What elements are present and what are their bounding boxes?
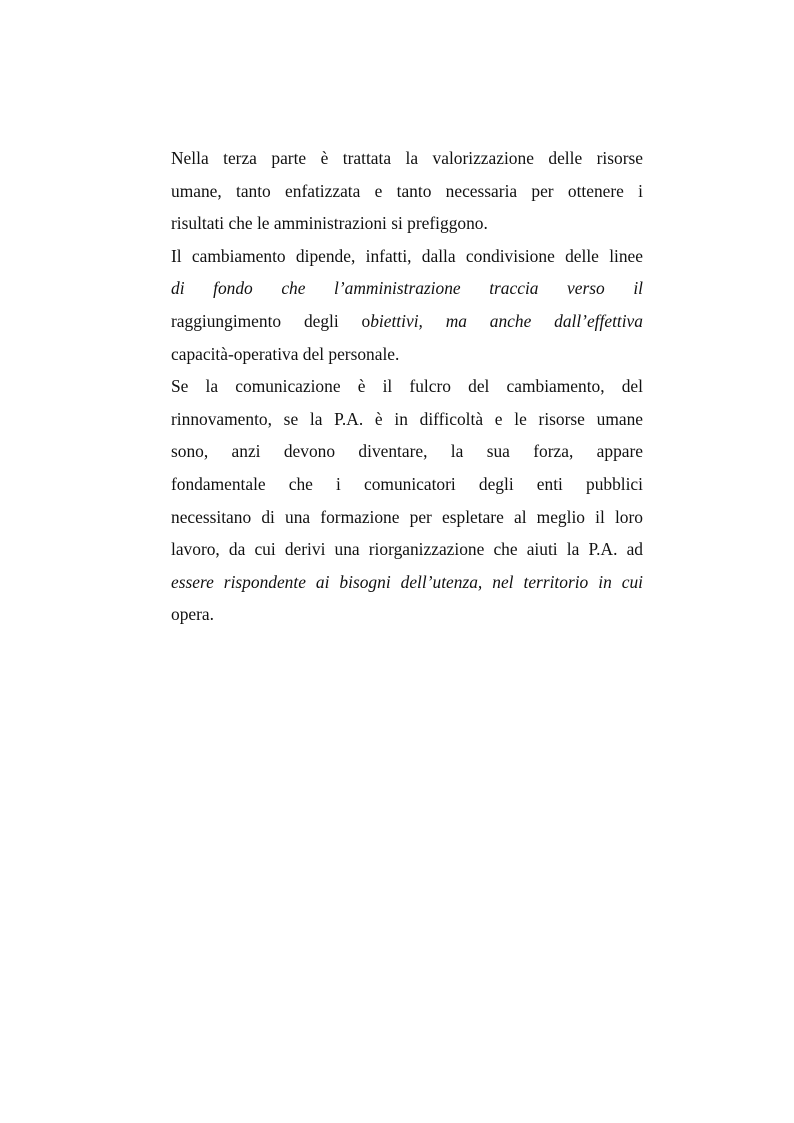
- text-line: Nella terza parte è trattata la valorizzazione delle risorse: [171, 148, 643, 168]
- text-line: sono, anzi devono diventare, la sua forza, appare: [171, 441, 643, 462]
- text-line: rinnovamento, se la P.A. è in difficoltà e le risorse umane: [171, 408, 643, 429]
- text-line: Il cambiamento dipende, infatti, dalla condivisione delle linee: [171, 245, 643, 266]
- body-text: [171, 142, 643, 631]
- text-line: raggiungimento degli obiettivi, ma anche dall’effettiva: [171, 310, 643, 331]
- text-line: lavoro, da cui derivi una riorganizzazione che aiuti la P.A. ad: [171, 539, 643, 560]
- text-line: di fondo che l’amministrazione traccia verso il: [171, 278, 643, 299]
- text-line: essere rispondente ai bisogni dell’utenza, nel territorio in cui: [171, 571, 643, 592]
- text-line: necessitano di una formazione per espletare al meglio il loro: [171, 506, 643, 527]
- paragraph-1: [171, 142, 643, 240]
- text-line: risultati che le amministrazioni si prefiggono.: [171, 213, 488, 234]
- text-line: opera.: [171, 604, 214, 625]
- text-line: fondamentale che i comunicatori degli enti pubblici: [171, 473, 643, 494]
- text-line: Se la comunicazione è il fulcro del cambiamento, del: [171, 376, 643, 397]
- paragraph-3: [171, 370, 643, 631]
- text-line: capacità-operativa del personale.: [171, 343, 400, 364]
- text-line: umane, tanto enfatizzata e tanto necessaria per ottenere i: [171, 180, 643, 201]
- paragraph-2: [171, 240, 643, 370]
